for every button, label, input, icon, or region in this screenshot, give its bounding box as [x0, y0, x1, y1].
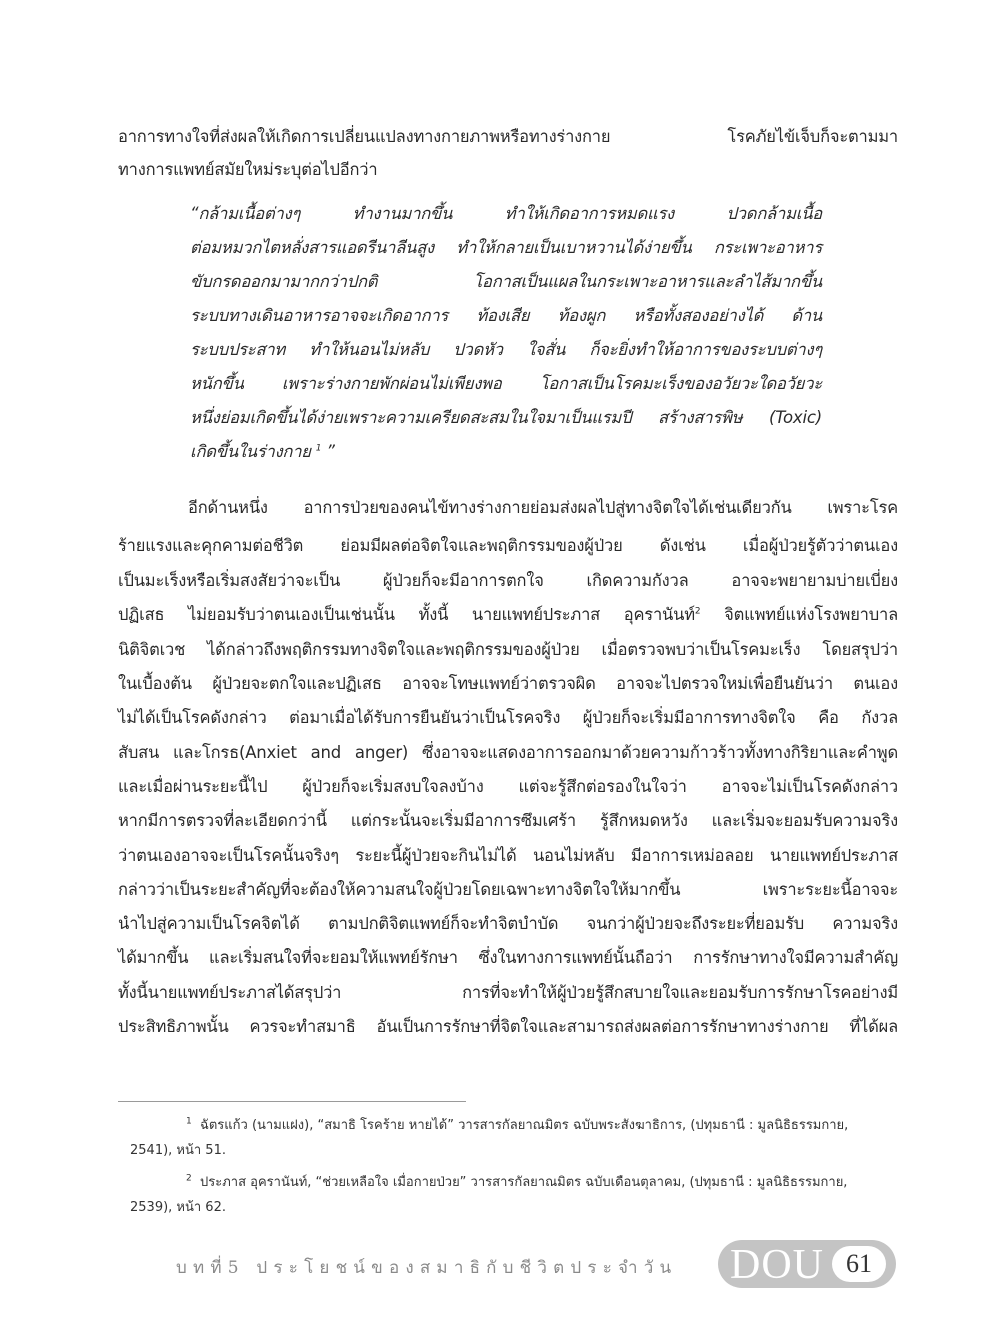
quote-line: หนักขึ้น เพราะร่างกายพักผ่อนไม่เพียงพอ โอกาสเป็นโรคมะเร็งของอวัยวะใดอวัยวะ	[190, 374, 822, 393]
quote-text: เกิดขึ้นในร่างกาย	[190, 442, 311, 461]
body-line: ทั้งนี้นายแพทย์ประภาสได้สรุปว่า การที่จะทำให้ผู้ป่วยรู้สึกสบายใจและยอมรับการรักษาโรคอย่างมี	[118, 983, 898, 1002]
footnote-mark: 1	[186, 1116, 192, 1127]
quote-line: หนึ่งย่อมเกิดขึ้นได้ง่ายเพราะความเครียดสะสมในใจมาเป็นแรมปี สร้างสารพิษ (Toxic)	[190, 408, 822, 427]
body-text: ปฏิเสธ ไม่ยอมรับว่าตนเองเป็นเช่นนั้น ทั้งนี้ นายแพทย์ประภาส อุครานันท์	[118, 605, 695, 624]
brand-logo: DOU	[730, 1242, 824, 1288]
footnote-ref[interactable]: 1	[315, 443, 322, 454]
body-line: และเมื่อผ่านระยะนี้ไป ผู้ป่วยก็จะเริ่มสงบใจลงบ้าง แต่จะรู้สึกต่อรองในใจว่า อาจจะไม่เป็นโรคดังกล่าว	[118, 777, 898, 796]
body-text: จิตแพทย์แห่งโรงพยาบาล	[700, 605, 898, 624]
footnote-mark: 2	[186, 1173, 192, 1184]
page-number: 61	[832, 1246, 886, 1282]
footnote-text: ประภาส อุครานันท์, “ช่วยเหลือใจ เมื่อกายป่วย” วารสารกัลยาณมิตร ฉบับเดือนตุลาคม, (ปทุมธานี : มูลนิธิธรรมกาย,	[200, 1175, 848, 1190]
footnote-2	[186, 1173, 847, 1193]
chapter-title: บทที่5 ประโยชน์ของสมาธิกับชีวิตประจำวัน	[176, 1258, 678, 1278]
footnote-ref[interactable]: 2	[694, 606, 701, 617]
body-line: ไม่ได้เป็นโรคดังกล่าว ต่อมาเมื่อได้รับการยืนยันว่าเป็นโรคจริง ผู้ป่วยก็จะเริ่มมีอาการทางจิตใจ คือ กังวล	[118, 708, 898, 727]
footnote-2-cont: 2539), หน้า 62.	[130, 1200, 226, 1215]
quote-line: ระบบประสาท ทำให้นอนไม่หลับ ปวดหัว ใจสั่น ก็จะยิ่งทำให้อาการของระบบต่างๆ	[190, 340, 822, 359]
body-line: สับสน และโกรธ(Anxiet and anger) ซึ่งอาจจะแสดงอาการออกมาด้วยความก้าวร้าวทั้งทางกิริยาและคำพูด	[118, 743, 898, 762]
body-line: ร้ายแรงและคุกคามต่อชีวิต ย่อมมีผลต่อจิตใจและพฤติกรรมของผู้ป่วย ดังเช่น เมื่อผู้ป่วยรู้ตัวว่าตนเอง	[118, 536, 898, 555]
quote-line: ต่อมหมวกไตหลั่งสารแอดรีนาลีนสูง ทำให้กลายเป็นเบาหวานได้ง่ายขึ้น กระเพาะอาหาร	[190, 238, 822, 257]
body-line: นิติจิตเวช ได้กล่าวถึงพฤติกรรมทางจิตใจและพฤติกรรมของผู้ป่วย เมื่อตรวจพบว่าเป็นโรคมะเร็ง โดยสรุปว่า	[118, 640, 898, 659]
body-line: นำไปสู่ความเป็นโรคจิตได้ ตามปกติจิตแพทย์ก็จะทำจิตบำบัด จนกว่าผู้ป่วยจะถึงระยะที่ยอมรับ ความจริง	[118, 914, 898, 933]
body-line: ว่าตนเองอาจจะเป็นโรคนั้นจริงๆ ระยะนี้ผู้ป่วยจะกินไม่ได้ นอนไม่หลับ มีอาการเหม่อลอย นายแพทย์ประภาส	[118, 846, 898, 865]
body-line: อีกด้านหนึ่ง อาการป่วยของคนไข้ทางร่างกายย่อมส่งผลไปสู่ทางจิตใจได้เช่นเดียวกัน เพราะโรค	[188, 498, 898, 517]
quote-line-last	[190, 440, 822, 464]
footnote-1	[186, 1116, 848, 1136]
footnote-1-cont: 2541), หน้า 51.	[130, 1143, 226, 1158]
quote-line: ระบบทางเดินอาหารอาจจะเกิดอาการ ท้องเสีย ท้องผูก หรือทั้งสองอย่างได้ ด้าน	[190, 306, 822, 325]
body-line-with-ref	[118, 603, 898, 627]
footnote-divider	[118, 1101, 466, 1102]
body-line: ในเบื้องต้น ผู้ป่วยจะตกใจและปฏิเสธ อาจจะโทษแพทย์ว่าตรวจผิด อาจจะไปตรวจใหม่เพื่อยืนยันว่า ตนเอง	[118, 674, 898, 693]
body-line: หากมีการตรวจที่ละเอียดกว่านี้ แต่กระนั้นจะเริ่มมีอาการซึมเศร้า รู้สึกหมดหวัง และเริ่มจะยอมรับความจริง	[118, 811, 898, 830]
close-quote: ”	[321, 442, 335, 461]
intro-line: ทางการแพทย์สมัยใหม่ระบุต่อไปอีกว่า	[118, 160, 378, 179]
quote-line: ขับกรดออกมามากกว่าปกติ โอกาสเป็นแผลในกระเพาะอาหารและลำไส้มากขึ้น	[190, 272, 822, 291]
intro-line: อาการทางใจที่ส่งผลให้เกิดการเปลี่ยนแปลงทางกายภาพหรือทางร่างกาย โรคภัยไข้เจ็บก็จะตามมา	[118, 127, 898, 146]
body-line: กล่าวว่าเป็นระยะสำคัญที่จะต้องให้ความสนใจผู้ป่วยโดยเฉพาะทางจิตใจให้มากขึ้น เพราะระยะนี้อาจจะ	[118, 880, 898, 899]
footnote-text: ฉัตรแก้ว (นามแฝง), “สมาธิ โรคร้าย หายได้” วารสารกัลยาณมิตร ฉบับพระสังฆาธิการ, (ปทุมธานี : มูลนิธิธรรมกาย,	[200, 1118, 849, 1133]
body-line: ประสิทธิภาพนั้น ควรจะทำสมาธิ อันเป็นการรักษาที่จิตใจและสามารถส่งผลต่อการรักษาทางร่างกาย ที่ได้ผล	[118, 1017, 898, 1036]
quote-line: “กล้ามเนื้อต่างๆ ทำงานมากขึ้น ทำให้เกิดอาการหมดแรง ปวดกล้ามเนื้อ	[190, 204, 822, 223]
body-line: เป็นมะเร็งหรือเริ่มสงสัยว่าจะเป็น ผู้ป่วยก็จะมีอาการตกใจ เกิดความกังวล อาจจะพยายามบ่ายเบี่ยง	[118, 571, 898, 590]
body-line: ได้มากขึ้น และเริ่มสนใจที่จะยอมให้แพทย์รักษา ซึ่งในทางการแพทย์นั้นถือว่า การรักษาทางใจมีความสำคัญ	[118, 948, 898, 967]
